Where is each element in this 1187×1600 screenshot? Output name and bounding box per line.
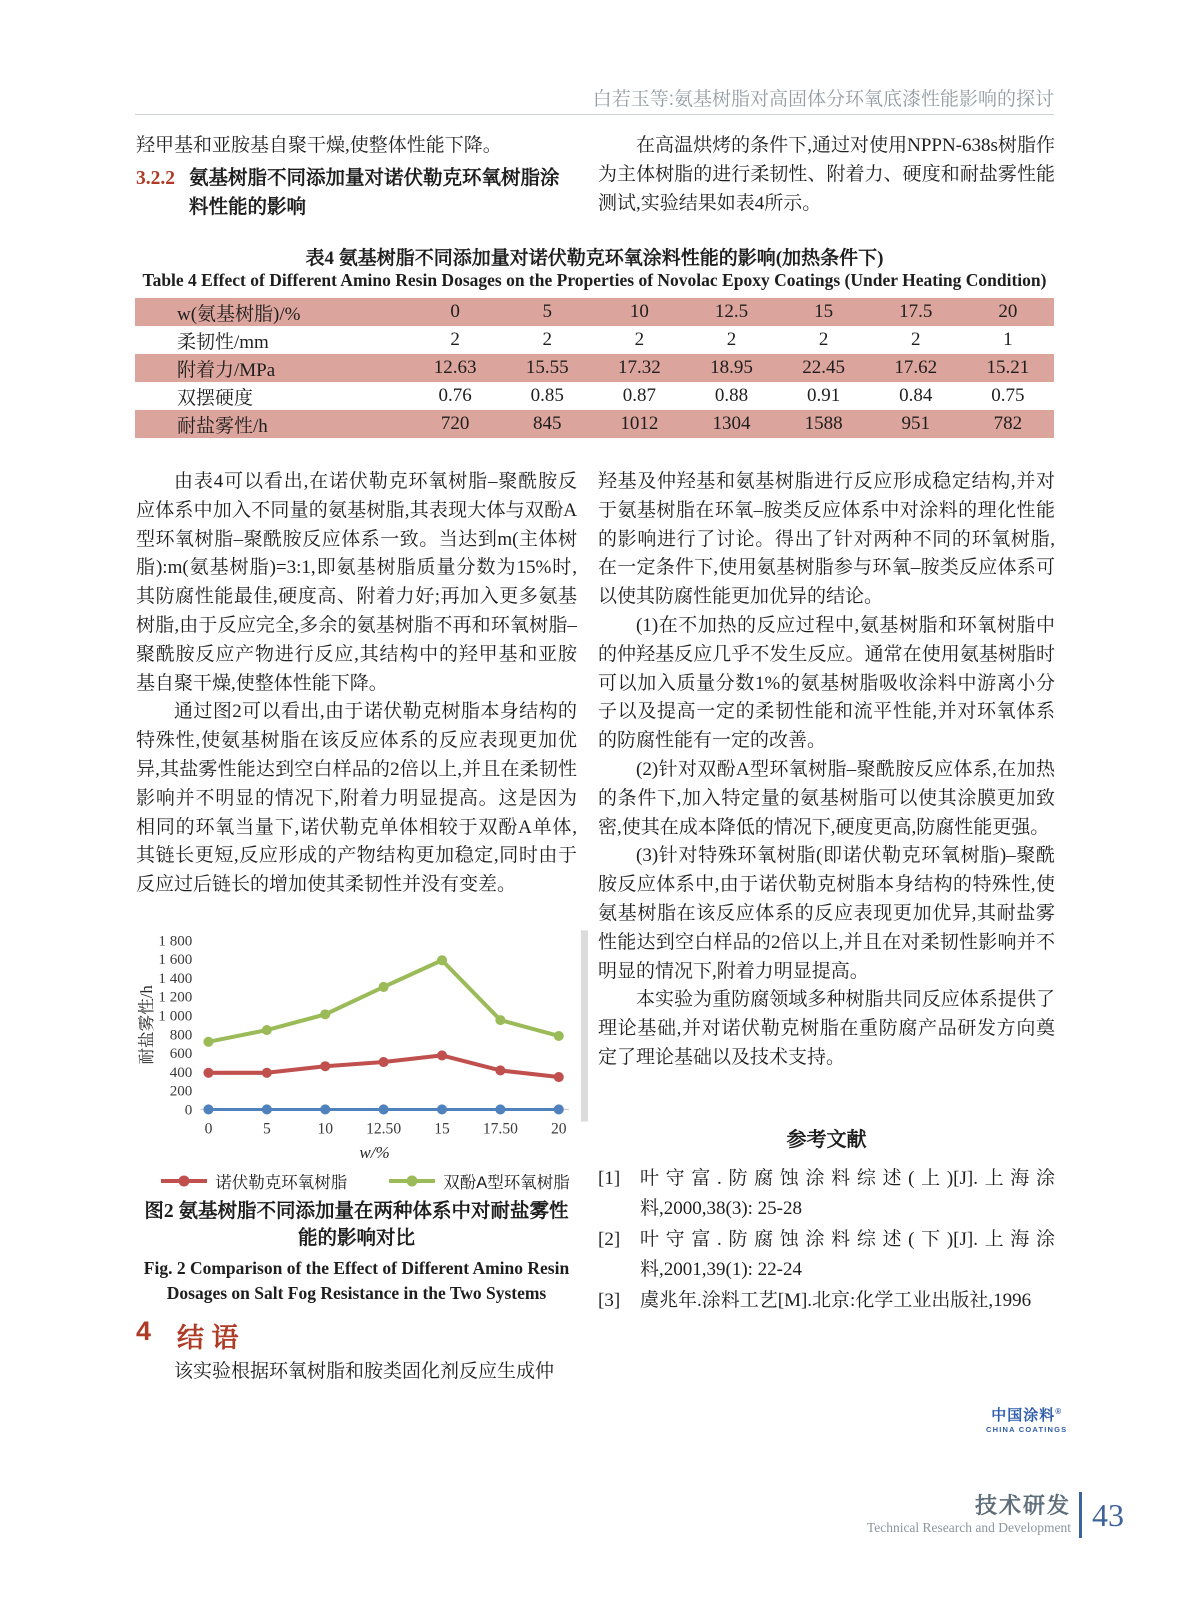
table-cell: 2: [726, 329, 737, 350]
legend-item: [161, 1169, 347, 1193]
logo-english-text: CHINA COATINGS: [986, 1425, 1068, 1434]
data-point: [203, 1068, 213, 1078]
paragraph: 羟基及仲羟基和氨基树脂进行反应形成稳定结构,并对于氨基树脂在环氧–胺类反应体系中对涂料的理化性能的影响进行了讨论。得出了针对两种不同的环氧树脂,在一定条件下,使用氨基树脂参与环氧–胺类反应体系可以使其防腐性能更加优异的结论。: [598, 471, 1055, 608]
table-row: [135, 298, 1054, 326]
conclusion-start: [136, 1358, 577, 1387]
table-cell: 1: [1003, 329, 1013, 350]
x-tick-label: 10: [317, 1120, 334, 1138]
table-cell: 0.88: [714, 385, 749, 406]
table-cell: 22.45: [802, 357, 845, 378]
data-point: [554, 1072, 564, 1082]
data-point: [262, 1068, 272, 1078]
data-point: [320, 1009, 330, 1019]
data-point: [203, 1104, 213, 1114]
legend-dot-icon: [179, 1176, 190, 1187]
legend-item: [389, 1169, 570, 1193]
table-caption-chinese: 表4 氨基树脂不同添加量对诺伏勒克环氧涂料性能的影响(加热条件下): [305, 248, 884, 269]
paragraph: 羟甲基和亚胺基自聚干燥,使整体性能下降。: [136, 135, 502, 156]
table-cell: 0.84: [899, 385, 933, 406]
x-tick-label: 17.50: [482, 1120, 518, 1138]
paragraph: 该实验根据环氧树脂和胺类固化剂反应生成仲: [174, 1361, 555, 1382]
y-tick-label: 200: [169, 1083, 193, 1100]
data-point: [203, 1037, 213, 1047]
section-title: 氨基树脂不同添加量对诺伏勒克环氧树脂涂料性能的影响: [189, 167, 560, 218]
footer-divider-bar: [1079, 1492, 1082, 1538]
table-cell: 15.55: [525, 357, 569, 378]
x-tick-label: 5: [262, 1120, 271, 1138]
reference-text: 叶守富.防腐蚀涂料综述(下)[J].上海涂料,2001,39(1): 22-24: [640, 1228, 1055, 1281]
row-label: 双摆硬度: [177, 387, 254, 409]
page-number: 43: [1092, 1496, 1124, 1533]
table-cell: 2: [450, 329, 460, 350]
y-tick-label: 1 400: [158, 970, 193, 987]
table-cell: 2: [634, 329, 645, 350]
row-label: 耐盐雾性/h: [177, 415, 268, 437]
left-column-top: [136, 132, 577, 222]
footer-section-labels: [867, 1494, 1071, 1536]
y-tick-label: 1 600: [158, 952, 193, 969]
y-tick-label: 800: [169, 1027, 193, 1044]
table-body: [135, 298, 1054, 438]
line-chart: [138, 922, 593, 1160]
table-cell: 0: [450, 301, 460, 322]
table-cell: 15.21: [986, 357, 1030, 378]
results-table: [135, 298, 1054, 438]
figure-caption-english: Fig. 2 Comparison of the Effect of Different Amino Resin Dosages on Salt Fog Resistance in the Two Systems: [143, 1258, 570, 1303]
y-tick-label: 1 800: [158, 933, 193, 950]
reference-text: 叶守富.防腐蚀涂料综述(上)[J].上海涂料,2000,38(3): 25-28: [640, 1167, 1055, 1220]
data-point: [379, 982, 389, 992]
data-point: [320, 1104, 330, 1114]
table-cell: 17.32: [617, 357, 661, 378]
section-title: 结 语: [177, 1323, 239, 1353]
table-cell: 0.87: [622, 385, 656, 406]
chart-right-strip: [581, 930, 588, 1121]
reference-number: [2]: [598, 1228, 621, 1250]
table-cell: 12.63: [433, 357, 477, 378]
table-cell: 0.76: [438, 385, 472, 406]
data-point: [379, 1104, 389, 1114]
header-rule: [135, 114, 1054, 115]
legend-line-marker-icon: [389, 1179, 435, 1183]
y-axis-label: 耐盐雾性/h: [138, 985, 157, 1065]
figure-2-chart: [138, 922, 593, 1193]
table-cell: 0.91: [807, 385, 841, 406]
x-tick-label: 15: [434, 1120, 450, 1138]
data-point: [495, 1065, 505, 1075]
section-heading-3-2-2: [136, 165, 577, 223]
paragraph: (1)在不加热的反应过程中,氨基树脂和环氧树脂中的仲羟基反应几乎不发生反应。通常在使用氨基树脂时可以加入质量分数1%的氨基树脂吸收涂料中游离小分子以及提高一定的柔韧性能和流平性能,并对环氧体系的防腐性能有一定的改善。: [598, 614, 1055, 752]
table-cell: 15: [814, 301, 834, 322]
logo-chinese-text: 中国涂料®: [991, 1407, 1063, 1424]
row-label: 柔韧性/mm: [177, 331, 269, 353]
y-tick-label: 600: [169, 1046, 193, 1063]
right-column-body: [598, 468, 1055, 1316]
table-row: [135, 326, 1054, 354]
table-cell: 1012: [620, 413, 659, 434]
table-cell: 5: [542, 301, 552, 322]
table-row: [135, 354, 1054, 382]
table-cell: 0.75: [991, 385, 1025, 406]
table-cell: 20: [998, 301, 1018, 322]
china-coatings-logo: [986, 1404, 1067, 1434]
data-point: [437, 1050, 447, 1060]
x-axis-label: w/%: [359, 1142, 390, 1160]
reference-item: [598, 1164, 1055, 1225]
paragraph: 通过图2可以看出,由于诺伏勒克树脂本身结构的特殊性,使氨基树脂在该反应体系的反应表现更加优异,其盐雾性能达到空白样品的2倍以上,并且在柔韧性影响并不明显的情况下,附着力明显提高。这是因为相同的环氧当量下,诺伏勒克单体相较于双酚A单体,其链长更短,反应形成的产物结构更加稳定,同时由于反应过后链长的增加使其柔韧性并没有变差。: [136, 701, 577, 896]
x-tick-label: 20: [550, 1120, 567, 1138]
data-point: [437, 1104, 447, 1114]
right-column-top: [598, 132, 1055, 218]
figure-caption-chinese: 图2 氨基树脂不同添加量在两种体系中对耐盐雾性能的影响对比: [144, 1201, 569, 1249]
paragraph: 由表4可以看出,在诺伏勒克环氧树脂–聚酰胺反应体系中加入不同量的氨基树脂,其表现大体与双酚A型环氧树脂–聚酰胺反应体系一致。当达到m(主体树脂):m(氨基树脂)=3:1,即氨基树脂质量分数为15%时,其防腐性能最佳,硬度高、附着力好;再加入更多氨基树脂,由于反应完全,多余的氨基树脂不再和环氧树脂–聚酰胺反应产物进行反应,其结构中的羟甲基和亚胺基自聚干燥,使整体性能下降。: [136, 471, 577, 694]
data-point: [554, 1104, 564, 1114]
legend-label: 诺伏勒克环氧树脂: [215, 1174, 348, 1192]
table-cell: 845: [532, 413, 562, 434]
paragraph: 在高温烘烤的条件下,通过对使用NPPN-638s树脂作为主体树脂的进行柔韧性、附着力、硬度和耐盐雾性能测试,实验结果如表4所示。: [598, 135, 1055, 214]
table-cell: 2: [818, 329, 829, 350]
section-number: 4: [136, 1316, 152, 1346]
legend-line-marker-icon: [161, 1179, 207, 1183]
data-point: [379, 1057, 389, 1067]
page-footer: [867, 1492, 1124, 1538]
table-cell: 1304: [712, 413, 751, 434]
footer-section-chinese: 技术研发: [974, 1493, 1071, 1518]
y-tick-label: 1 200: [158, 989, 193, 1006]
table-row: [135, 382, 1054, 410]
data-point: [554, 1031, 564, 1041]
table-row: [135, 410, 1054, 438]
y-tick-label: 1 000: [158, 1008, 193, 1025]
data-point: [262, 1025, 272, 1035]
series-line-双酚A型环氧树脂: [208, 960, 558, 1042]
reference-text: 虞兆年.涂料工艺[M].北京:化学工业出版社,1996: [640, 1289, 1032, 1311]
table-cell: 17.5: [899, 301, 933, 322]
x-tick-label: 12.50: [366, 1120, 402, 1138]
data-point: [437, 955, 447, 965]
y-tick-label: 400: [169, 1064, 193, 1081]
row-label: 附着力/MPa: [177, 359, 276, 381]
table-caption-english: Table 4 Effect of Different Amino Resin Dosages on the Properties of Novolac Epoxy Coatings (Under Heating Condition): [142, 270, 1047, 290]
chart-legend: [138, 1169, 593, 1193]
table-cell: 0.85: [530, 385, 564, 406]
running-head: 白若玉等:氨基树脂对高固体分环氧底漆性能影响的探讨: [592, 89, 1054, 110]
data-point: [495, 1104, 505, 1114]
table-cell: 2: [911, 329, 921, 350]
footer-section-english: Technical Research and Development: [866, 1520, 1071, 1535]
row-label: w(氨基树脂)/%: [177, 303, 301, 325]
table-cell: 720: [440, 413, 470, 434]
x-tick-label: 0: [204, 1120, 213, 1138]
reference-item: [598, 1225, 1055, 1286]
data-point: [262, 1104, 272, 1114]
registered-mark: ®: [1055, 1407, 1063, 1416]
reference-number: [1]: [598, 1167, 621, 1189]
table-cell: 12.5: [714, 301, 749, 322]
legend-dot-icon: [407, 1176, 418, 1187]
table-cell: 2: [542, 329, 552, 350]
section-number: 3.2.2: [136, 167, 175, 189]
table-cell: 951: [901, 413, 931, 434]
section-heading-4: [136, 1316, 239, 1355]
references-heading: 参考文献: [786, 1128, 867, 1151]
left-column-body: [136, 468, 577, 900]
reference-item: [598, 1286, 1055, 1317]
paragraph: (3)针对特殊环氧树脂(即诺伏勒克环氧树脂)–聚酰胺反应体系中,由于诺伏勒克树脂本身结构的特殊性,使氨基树脂在该反应体系的反应表现更加优异,其耐盐雾性能达到空白样品的2倍以上,并且在对柔韧性影响并不明显的情况下,附着力明显提高。: [598, 845, 1055, 982]
paragraph: 本实验为重防腐领域多种树脂共同反应体系提供了理论基础,并对诺伏勒克树脂在重防腐产品研发方向奠定了理论基础以及技术支持。: [598, 989, 1055, 1068]
table-cell: 1588: [804, 413, 843, 434]
reference-number: [3]: [598, 1289, 621, 1311]
data-point: [320, 1061, 330, 1071]
table-cell: 17.62: [894, 357, 938, 378]
table-cell: 18.95: [710, 357, 753, 378]
legend-label: 双酚A型环氧树脂: [443, 1174, 570, 1192]
y-tick-label: 0: [184, 1102, 193, 1119]
data-point: [495, 1015, 505, 1025]
table-cell: 782: [993, 413, 1023, 434]
table-cell: 10: [629, 301, 649, 322]
paragraph: (2)针对双酚A型环氧树脂–聚酰胺反应体系,在加热的条件下,加入特定量的氨基树脂可以使其涂膜更加致密,使其在成本降低的情况下,硬度更高,防腐性能更强。: [598, 758, 1055, 838]
references-list: [598, 1164, 1055, 1317]
